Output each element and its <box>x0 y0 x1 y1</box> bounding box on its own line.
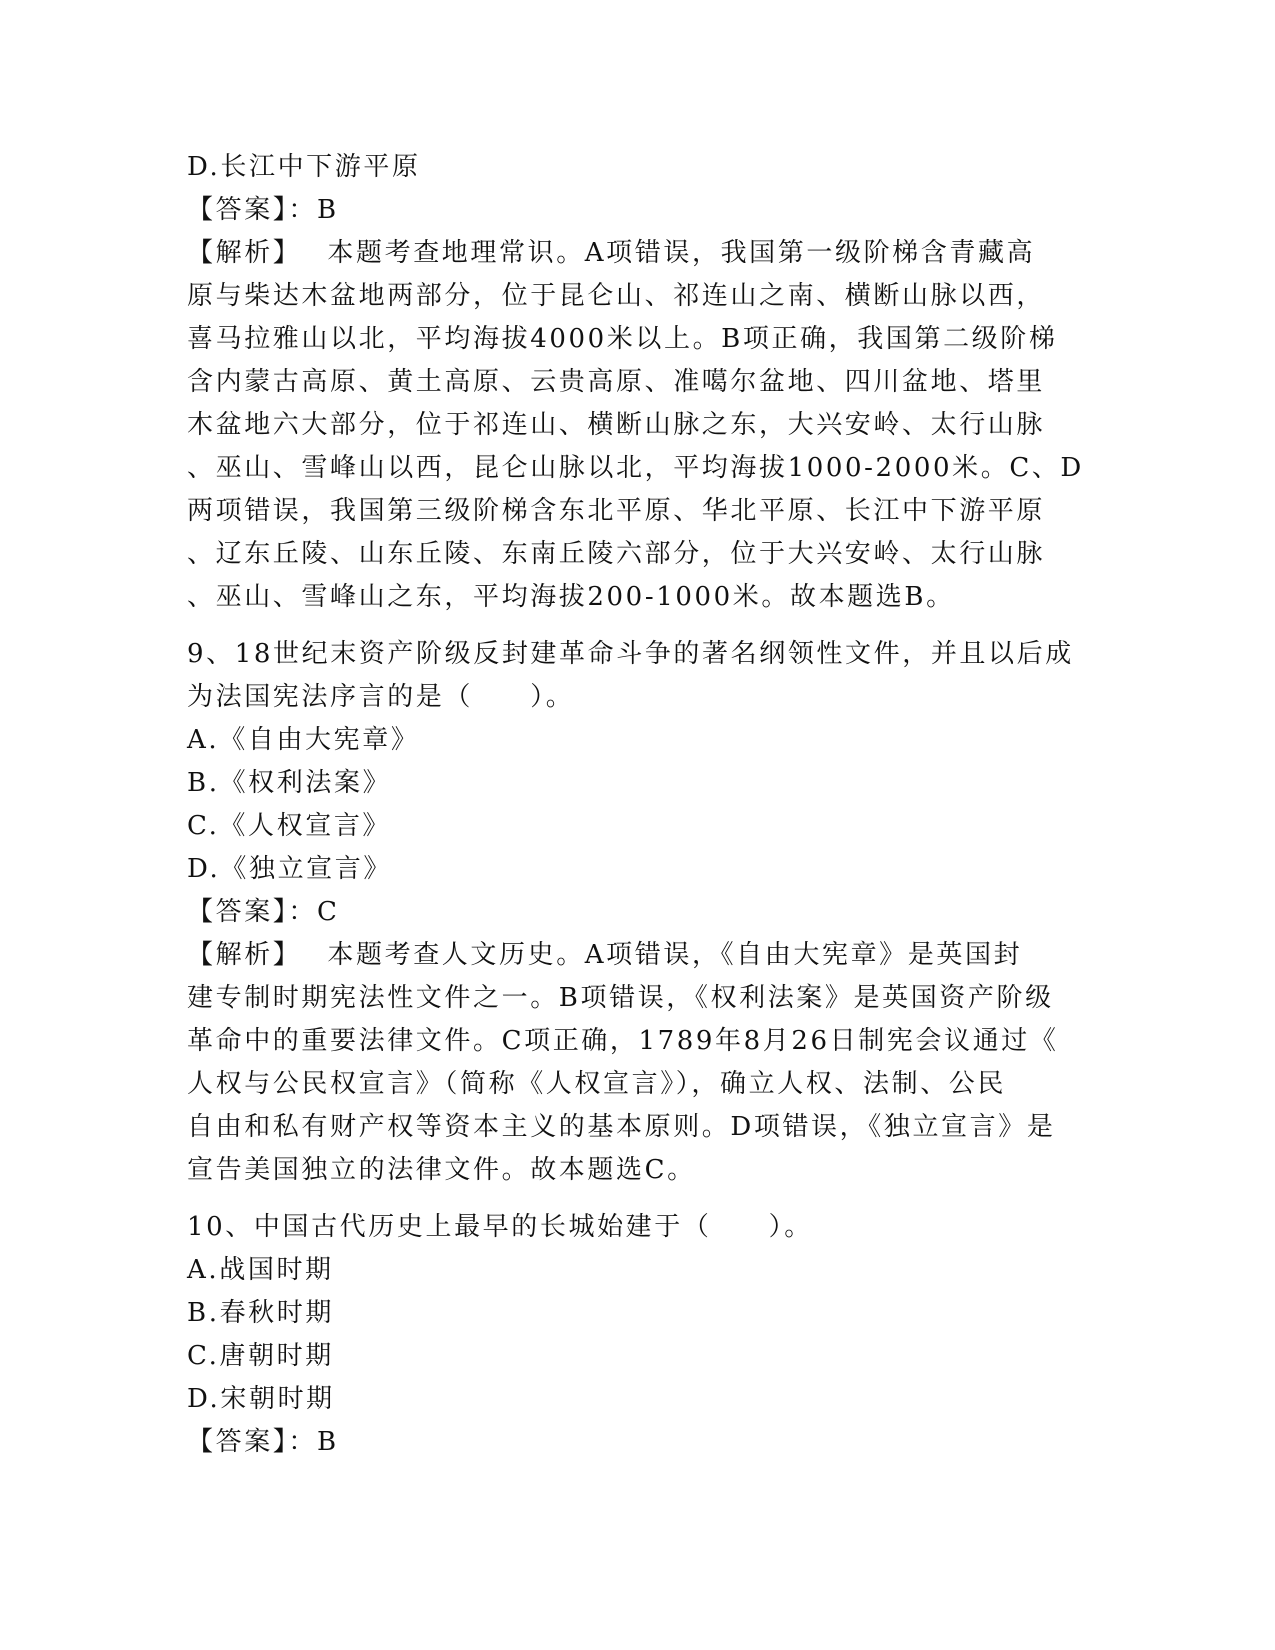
q8-analysis-line-2: 喜马拉雅山以北，平均海拔4000米以上。B项正确，我国第二级阶梯 <box>187 324 1058 354</box>
q8-analysis-line-4: 木盆地六大部分，位于祁连山、横断山脉之东，大兴安岭、太行山脉 <box>187 410 1046 440</box>
q8-analysis-line-5: 、巫山、雪峰山以西，昆仑山脉以北，平均海拔1000-2000米。C、D <box>187 453 1084 483</box>
q9-analysis-text-0: 本题考查人文历史。A项错误，《自由大宪章》是英国封 <box>327 940 1023 970</box>
q10-option-d: D.宋朝时期 <box>187 1384 335 1414</box>
q9-analysis-line-5: 宣告美国独立的法律文件。故本题选C。 <box>187 1155 696 1185</box>
q9-analysis-line-1: 建专制时期宪法性文件之一。B项错误，《权利法案》是英国资产阶级 <box>187 983 1054 1013</box>
q8-answer: 【答案】：B <box>187 195 339 225</box>
q9-analysis-line-2: 革命中的重要法律文件。C项正确，1789年8月26日制宪会议通过《 <box>187 1026 1059 1056</box>
q8-analysis-line-1: 原与柴达木盆地两部分，位于昆仑山、祁连山之南、横断山脉以西， <box>187 281 1046 311</box>
q9-option-d: D.《独立宣言》 <box>187 854 392 884</box>
q9-option-b: B.《权利法案》 <box>187 768 392 798</box>
document-page <box>187 146 1087 1464</box>
q9-answer: 【答案】：C <box>187 897 340 927</box>
q9-analysis-line-4: 自由和私有财产权等资本主义的基本原则。D项错误，《独立宣言》是 <box>187 1112 1056 1142</box>
q10-answer: 【答案】：B <box>187 1427 339 1457</box>
q8-option-d: D.长江中下游平原 <box>187 152 421 182</box>
q10-option-c: C.唐朝时期 <box>187 1341 334 1371</box>
q8-analysis-line-8: 、巫山、雪峰山之东，平均海拔200-1000米。故本题选B。 <box>187 582 955 612</box>
q10-question-line-0: 10、中国古代历史上最早的长城始建于（ ）。 <box>187 1212 813 1242</box>
q8-analysis-line-3: 含内蒙古高原、黄土高原、云贵高原、准噶尔盆地、四川盆地、塔里 <box>187 367 1046 397</box>
q9-question-line-0: 9、18世纪末资产阶级反封建革命斗争的著名纲领性文件，并且以后成 <box>187 639 1074 669</box>
q8-analysis-line-7: 、辽东丘陵、山东丘陵、东南丘陵六部分，位于大兴安岭、太行山脉 <box>187 539 1046 569</box>
q8-analysis-text-0: 本题考查地理常识。A项错误，我国第一级阶梯含青藏高 <box>327 238 1036 268</box>
q9-option-c: C.《人权宣言》 <box>187 811 392 841</box>
q9-option-a: A.《自由大宪章》 <box>187 725 420 755</box>
q9-analysis-line-3: 人权与公民权宣言》（简称《人权宣言》），确立人权、法制、公民 <box>187 1069 1007 1099</box>
q10-option-b: B.春秋时期 <box>187 1298 334 1328</box>
q8-analysis-label: 【解析】 <box>187 238 302 268</box>
question-gap <box>187 1192 1087 1206</box>
q9-question-line-1: 为法国宪法序言的是（ ）。 <box>187 682 575 712</box>
question-gap <box>187 619 1087 633</box>
q8-analysis-line-6: 两项错误，我国第三级阶梯含东北平原、华北平原、长江中下游平原 <box>187 496 1046 526</box>
q9-analysis-line-0 <box>187 934 1087 977</box>
q10-option-a: A.战国时期 <box>187 1255 334 1285</box>
q8-analysis-line-0 <box>187 232 1087 275</box>
q9-analysis-label: 【解析】 <box>187 940 302 970</box>
